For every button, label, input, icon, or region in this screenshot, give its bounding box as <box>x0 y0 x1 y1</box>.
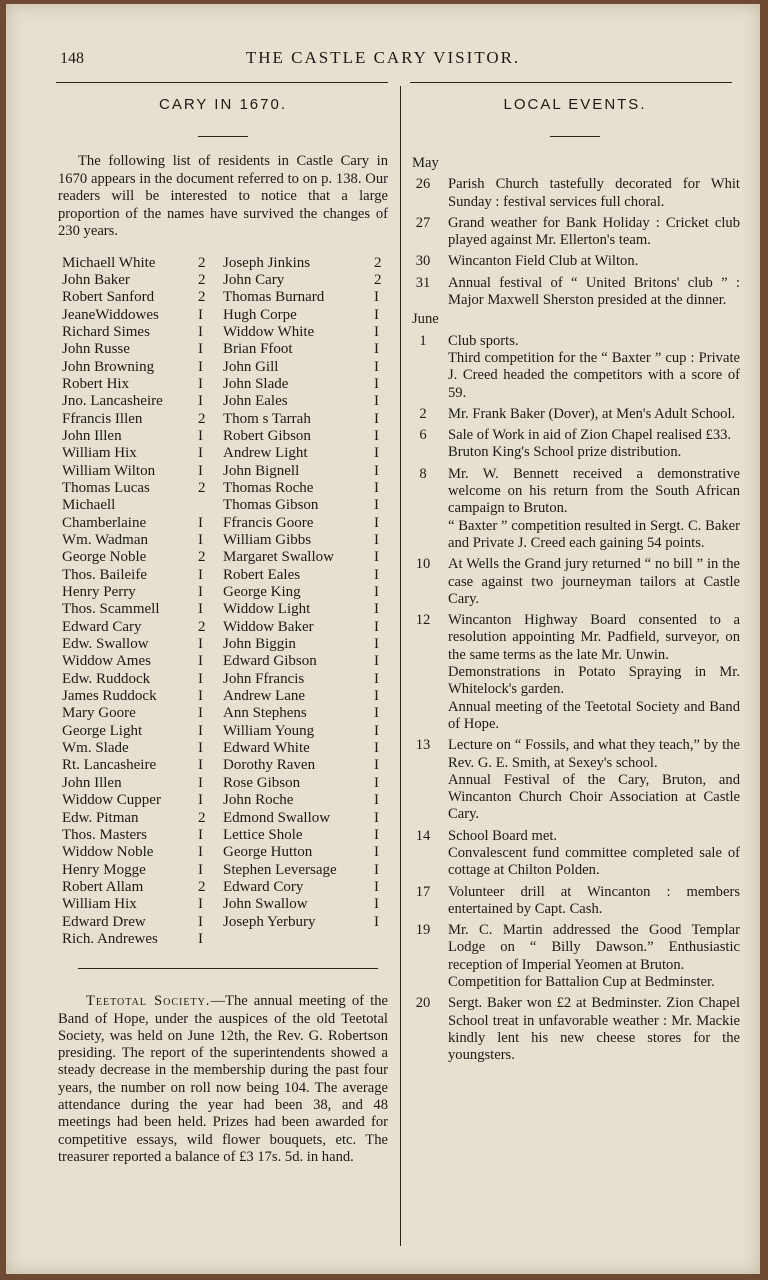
resident-count: I <box>374 826 379 843</box>
resident-count: I <box>374 636 379 653</box>
resident-count: I <box>374 774 379 791</box>
resident-count: I <box>374 705 379 722</box>
resident-name: Ann Stephens <box>223 705 307 722</box>
resident-name: Robert Eales <box>223 566 301 583</box>
event-day: 20 <box>415 995 431 1012</box>
resident-count: I <box>374 878 379 895</box>
right-column <box>410 96 740 1065</box>
event-entry <box>410 612 740 733</box>
event-day: 19 <box>415 922 431 939</box>
resident-row <box>58 307 388 324</box>
resident-count: I <box>198 740 203 757</box>
resident-row <box>58 480 388 497</box>
resident-row <box>58 619 388 636</box>
resident-count: I <box>374 722 379 739</box>
intro-paragraph: The following list of residents in Castle Cary in 1670 appears in the document referred to on p. 138. Our readers will be interested to notice that a large proportion of the names have survived the changes of 230 years. <box>58 153 388 239</box>
resident-name: Brian Ffoot <box>223 341 293 358</box>
page-title: THE CASTLE CARY VISITOR. <box>245 48 521 67</box>
title-rule <box>550 136 600 137</box>
resident-name: John Browning <box>62 358 155 375</box>
event-entry <box>410 466 740 552</box>
resident-name: Edward Drew <box>62 913 146 930</box>
resident-count: I <box>374 740 379 757</box>
resident-name: Edward Cary <box>62 618 142 635</box>
resident-row <box>58 324 388 341</box>
resident-count: I <box>374 462 379 479</box>
resident-name: George Light <box>62 722 143 739</box>
resident-name: Edmond Swallow <box>223 809 331 826</box>
month-heading: May <box>412 155 439 171</box>
resident-name: JeaneWiddowes <box>62 306 159 323</box>
resident-count: I <box>198 844 203 861</box>
resident-count: I <box>374 844 379 861</box>
event-day: 8 <box>419 465 427 482</box>
resident-name: John Illen <box>62 427 122 444</box>
resident-row <box>58 844 388 861</box>
resident-name: Edw. Ruddock <box>62 670 151 687</box>
teetotal-heading: Teetotal Society. <box>86 993 211 1010</box>
resident-count: I <box>198 375 203 392</box>
resident-name: William Gibbs <box>223 532 312 548</box>
resident-name: John Biggin <box>223 636 296 653</box>
resident-count: I <box>374 653 379 670</box>
resident-row <box>58 411 388 428</box>
resident-name: John Gill <box>223 358 279 375</box>
event-entry <box>410 215 740 250</box>
resident-row <box>58 896 388 913</box>
resident-row <box>58 879 388 896</box>
resident-count: I <box>374 601 379 618</box>
resident-count: I <box>198 358 203 375</box>
resident-name: Robert Gibson <box>223 427 311 444</box>
resident-count: I <box>374 375 379 392</box>
resident-count: I <box>374 913 379 930</box>
resident-count: I <box>198 532 203 548</box>
resident-count: I <box>374 861 379 878</box>
event-entry <box>410 333 740 402</box>
event-entry <box>410 922 740 991</box>
resident-count: I <box>198 722 203 739</box>
event-text: Lecture on “ Fossils, and what they teach,” by the Rev. G. E. Smith, at Sexey's school. <box>448 737 740 771</box>
resident-count: 2 <box>198 878 206 895</box>
event-text: Volunteer drill at Wincanton : members entertained by Capt. Cash. <box>448 883 740 917</box>
event-entry <box>410 275 740 310</box>
resident-count: I <box>198 636 203 653</box>
event-text: Wincanton Field Club at Wilton. <box>448 253 639 270</box>
resident-row <box>58 376 388 393</box>
resident-name: Joseph Yerbury <box>223 913 316 930</box>
resident-row <box>58 601 388 618</box>
resident-row <box>58 931 388 948</box>
resident-count: I <box>374 445 379 462</box>
resident-name: Rt. Lancasheire <box>62 757 157 774</box>
resident-row <box>58 359 388 376</box>
header-rule-left <box>56 82 388 83</box>
section-separator <box>78 968 378 969</box>
resident-name: Thomas Gibson <box>223 497 319 514</box>
resident-name: Margaret Swallow <box>223 549 334 566</box>
resident-count: I <box>374 410 379 427</box>
resident-count: I <box>198 601 203 618</box>
resident-row <box>58 463 388 480</box>
event-text: Parish Church tastefully decorated for Whit Sunday : festival services full choral. <box>448 176 740 210</box>
column-divider <box>400 86 401 1246</box>
events-list <box>410 155 740 1065</box>
resident-name: Henry Mogge <box>62 861 146 878</box>
event-day: 10 <box>415 556 431 573</box>
event-text: Grand weather for Bank Holiday : Cricket club played against Mr. Ellerton's team. <box>448 214 740 249</box>
resident-name: Edward Gibson <box>223 653 317 670</box>
resident-row <box>58 688 388 705</box>
resident-count: I <box>198 566 203 583</box>
resident-name: Widdow White <box>223 323 315 340</box>
resident-count: 2 <box>198 254 206 271</box>
resident-name: Widdow Noble <box>62 844 154 861</box>
resident-name: Widdow Baker <box>223 618 314 635</box>
resident-row <box>58 272 388 289</box>
resident-row <box>58 705 388 722</box>
resident-row <box>58 255 388 272</box>
resident-row <box>58 775 388 792</box>
event-text: Competition for Battalion Cup at Bedminster. <box>448 974 715 991</box>
event-text: Club sports. <box>448 332 519 349</box>
resident-name: Stephen Leversage <box>223 861 337 878</box>
resident-name: Widdow Light <box>223 601 311 618</box>
resident-name: William Wilton <box>62 462 156 479</box>
resident-name: Ffrancis Illen <box>62 410 143 427</box>
event-day: 26 <box>415 176 431 193</box>
resident-name: Thomas Roche <box>223 479 314 496</box>
resident-name: Michaell <box>62 497 116 514</box>
resident-name: Jno. Lancasheire <box>62 393 163 410</box>
resident-count: 2 <box>198 479 206 496</box>
event-day: 14 <box>415 827 431 844</box>
event-entry <box>410 406 740 423</box>
resident-row <box>58 671 388 688</box>
event-day: 12 <box>415 612 431 629</box>
resident-row <box>58 584 388 601</box>
resident-name: Henry Perry <box>62 584 136 601</box>
resident-count: 2 <box>374 271 382 288</box>
resident-count: I <box>374 549 379 566</box>
resident-count: I <box>374 792 379 809</box>
resident-name: Thomas Lucas <box>62 479 150 496</box>
resident-count: I <box>198 913 203 930</box>
resident-count: 2 <box>198 549 206 566</box>
event-text: Annual Festival of the Cary, Bruton, and Wincanton Church Choir Association at Castle Cary. <box>448 771 740 823</box>
resident-name: John Baker <box>62 271 130 288</box>
resident-row <box>58 497 388 514</box>
resident-name: Richard Simes <box>62 323 150 340</box>
resident-name: George Hutton <box>223 844 313 861</box>
resident-row <box>58 810 388 827</box>
resident-name: Edw. Pitman <box>62 809 139 826</box>
resident-count: I <box>198 341 203 358</box>
section-title-cary: CARY IN 1670. <box>158 96 287 113</box>
resident-row <box>58 393 388 410</box>
event-entry <box>410 737 740 823</box>
teetotal-paragraph <box>58 993 388 1166</box>
resident-row <box>58 636 388 653</box>
event-day: 6 <box>419 427 427 444</box>
page-number: 148 <box>60 50 84 67</box>
resident-row <box>58 740 388 757</box>
resident-name: John Eales <box>223 393 288 410</box>
resident-count: I <box>374 497 379 514</box>
event-text: Mr. W. Bennett received a demonstrative welcome on his return from the South African campaign to Bruton. <box>448 465 740 517</box>
event-text: Third competition for the “ Baxter ” cup : Private J. Creed headed the competitors with a score of 59. <box>448 349 740 401</box>
event-text: Mr. C. Martin addressed the Good Templar Lodge on “ Billy Dawson.” Enthusiastic reception of Imperial Yeomen at Bruton. <box>448 922 740 973</box>
resident-row <box>58 914 388 931</box>
event-entry <box>410 884 740 919</box>
resident-name: Mary Goore <box>62 705 136 722</box>
left-column <box>58 96 388 1166</box>
resident-count: I <box>198 393 203 410</box>
event-text: Sergt. Baker won £2 at Bedminster. Zion Chapel School treat in unfavorable weather : Mr. Mackie kindly lent his new cheese stores for the youngsters. <box>448 995 740 1064</box>
resident-row <box>58 792 388 809</box>
resident-count: I <box>374 618 379 635</box>
resident-row <box>58 757 388 774</box>
event-text: Bruton King's School prize distribution. <box>448 444 682 461</box>
resident-name: Robert Sanford <box>62 289 155 306</box>
resident-count: I <box>374 757 379 774</box>
event-text: “ Baxter ” competition resulted in Sergt. C. Baker and Private J. Creed each gaining 54 points. <box>448 517 740 551</box>
resident-count: 2 <box>198 289 206 306</box>
event-entry <box>410 556 740 608</box>
resident-count: I <box>374 896 379 913</box>
resident-name: William Hix <box>62 445 137 462</box>
resident-count: I <box>198 861 203 878</box>
resident-row <box>58 341 388 358</box>
resident-count: I <box>374 584 379 601</box>
resident-count: I <box>198 670 203 687</box>
resident-count: I <box>374 514 379 531</box>
resident-row <box>58 445 388 462</box>
resident-count: I <box>198 705 203 722</box>
resident-name: John Bignell <box>223 462 300 479</box>
event-day: 2 <box>419 405 427 422</box>
resident-row <box>58 532 388 549</box>
resident-row <box>58 653 388 670</box>
resident-count: I <box>198 445 203 462</box>
page <box>6 4 760 1274</box>
resident-name: Robert Hix <box>62 375 130 392</box>
resident-name: Thomas Burnard <box>223 289 325 306</box>
section-title-events: LOCAL EVENTS. <box>503 96 647 113</box>
resident-count: I <box>198 896 203 913</box>
resident-name: Thom s Tarrah <box>223 410 311 427</box>
resident-name: Widdow Cupper <box>62 792 161 809</box>
resident-count: I <box>374 306 379 323</box>
resident-count: I <box>374 289 379 306</box>
event-day: 13 <box>415 737 431 754</box>
resident-name: George King <box>223 584 301 601</box>
resident-count: I <box>198 688 203 705</box>
resident-name: John Swallow <box>223 896 308 913</box>
resident-count: I <box>198 757 203 774</box>
resident-name: Rose Gibson <box>223 774 301 791</box>
resident-name: Wm. Wadman <box>62 532 148 548</box>
resident-count: I <box>374 323 379 340</box>
resident-row <box>58 549 388 566</box>
resident-name: Dorothy Raven <box>223 757 316 774</box>
resident-count: I <box>198 323 203 340</box>
event-entry <box>410 828 740 880</box>
event-text: Sale of Work in aid of Zion Chapel realised £33. <box>448 427 732 444</box>
resident-name: Andrew Light <box>223 445 308 462</box>
event-text: Convalescent fund committee completed sale of cottage at Chilton Polden. <box>448 844 740 879</box>
resident-name: John Ffrancis <box>223 670 305 687</box>
residents-list <box>58 255 388 949</box>
resident-name: Andrew Lane <box>223 688 306 705</box>
resident-row <box>58 827 388 844</box>
event-text: School Board met. <box>448 827 558 844</box>
resident-name: Thos. Scammell <box>62 601 160 618</box>
resident-count: I <box>198 826 203 843</box>
resident-row <box>58 289 388 306</box>
resident-count: I <box>198 427 203 444</box>
resident-count: 2 <box>198 618 206 635</box>
resident-name: Edw. Swallow <box>62 636 149 653</box>
resident-name: John Roche <box>223 792 294 809</box>
resident-count: I <box>374 688 379 705</box>
event-text: Demonstrations in Potato Spraying in Mr. Whitelock's garden. <box>448 664 740 698</box>
event-text: Annual festival of “ United Britons' club ” : Major Maxwell Sherston presided at the dinner. <box>448 274 740 309</box>
resident-count: I <box>374 427 379 444</box>
resident-row <box>58 428 388 445</box>
resident-name: Wm. Slade <box>62 740 129 757</box>
header-rule-right <box>410 82 732 83</box>
resident-row <box>58 567 388 584</box>
event-day: 1 <box>419 332 427 349</box>
event-text: Wincanton Highway Board consented to a resolution appointing Mr. Padfield, surveyor, on the same terms as the late Mr. Unwin. <box>448 612 740 663</box>
resident-count: I <box>374 341 379 358</box>
event-day: 30 <box>415 253 431 270</box>
resident-count: I <box>198 584 203 601</box>
resident-name: John Russe <box>62 341 130 358</box>
resident-count: I <box>374 358 379 375</box>
resident-count: I <box>198 462 203 479</box>
resident-name: Hugh Corpe <box>223 306 297 323</box>
resident-count: 2 <box>374 254 382 271</box>
resident-name: Rich. Andrewes <box>62 930 158 947</box>
title-rule <box>198 136 248 137</box>
resident-row <box>58 862 388 879</box>
event-entry <box>410 995 740 1064</box>
event-entry <box>410 176 740 211</box>
resident-name: William Young <box>223 722 315 739</box>
resident-name: Robert Allam <box>62 878 144 895</box>
page-header <box>6 48 760 74</box>
resident-name: John Illen <box>62 774 122 791</box>
resident-name: James Ruddock <box>62 688 157 705</box>
resident-row <box>58 723 388 740</box>
resident-count: I <box>374 809 379 826</box>
resident-name: John Cary <box>223 271 285 288</box>
event-day: 31 <box>415 274 431 291</box>
resident-row <box>58 515 388 532</box>
teetotal-text: —The annual meeting of the Band of Hope, under the auspices of the old Teetotal Society, was held on June 12th, the Rev. G. Robertson presiding. The report of the superintendents showed a steady decrease in the membership during the past four years, the number on roll now being 104. The average attendance during the year had been 38, and 48 meetings had been held. Prizes had been awarded for competitive essays, wild flower bouquets, etc. The treasurer reported a balance of £3 17s. 5d. in hand. <box>58 993 388 1165</box>
month-heading: June <box>412 311 439 328</box>
resident-count: 2 <box>198 410 206 427</box>
resident-count: I <box>374 479 379 496</box>
event-text: Mr. Frank Baker (Dover), at Men's Adult School. <box>448 405 736 422</box>
resident-name: Edward White <box>223 740 310 757</box>
event-entry <box>410 253 740 270</box>
resident-name: Widdow Ames <box>62 653 151 670</box>
resident-count: I <box>198 930 203 947</box>
resident-count: I <box>198 306 203 323</box>
resident-name: Chamberlaine <box>62 514 147 531</box>
resident-name: George Noble <box>62 549 147 566</box>
event-text: At Wells the Grand jury returned “ no bill ” in the case against two journeyman tailors at Castle Cary. <box>448 556 740 607</box>
resident-name: Ffrancis Goore <box>223 514 314 531</box>
resident-name: William Hix <box>62 896 137 913</box>
resident-name: Joseph Jinkins <box>223 254 311 271</box>
resident-count: 2 <box>198 809 206 826</box>
event-day: 27 <box>415 214 431 231</box>
resident-name: Thos. Masters <box>62 826 147 843</box>
resident-count: I <box>198 774 203 791</box>
resident-name: Lettice Shole <box>223 826 303 843</box>
resident-count: I <box>198 514 203 531</box>
resident-name: Thos. Baileife <box>62 566 147 583</box>
resident-count: 2 <box>198 271 206 288</box>
resident-count: I <box>374 393 379 410</box>
resident-name: Michaell White <box>62 254 156 271</box>
resident-count: I <box>198 653 203 670</box>
resident-count: I <box>374 566 379 583</box>
resident-count: I <box>198 792 203 809</box>
event-day: 17 <box>415 883 431 900</box>
event-entry <box>410 427 740 462</box>
resident-count: I <box>374 670 379 687</box>
resident-name: Edward Cory <box>223 878 304 895</box>
resident-count: I <box>374 532 379 548</box>
resident-name: John Slade <box>223 375 289 392</box>
event-text: Annual meeting of the Teetotal Society and Band of Hope. <box>448 698 740 732</box>
